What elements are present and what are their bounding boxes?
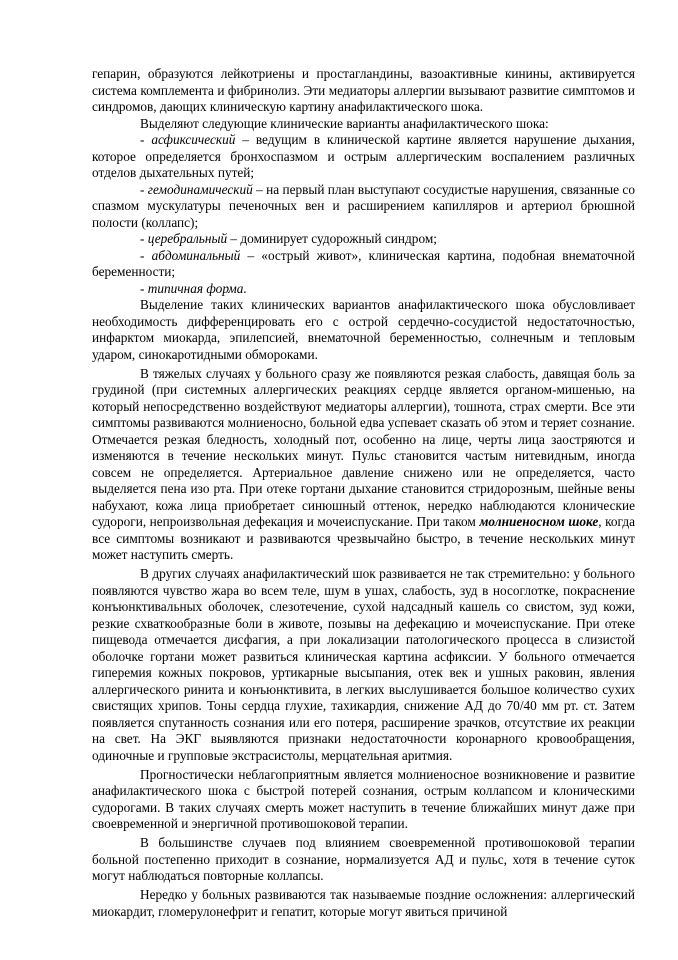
list-dash: - <box>140 231 148 246</box>
paragraph: Выделяют следующие клинические варианты анафилактического шока: <box>140 115 549 131</box>
variant-text: – доминирует судорожный синдром; <box>227 231 437 246</box>
variant-text: – ведущим в клинической картине является нарушение дыхания, которое определяется бронхоспазмом и острым аллергическим воспалением различных отделов дыхательных путей; <box>92 132 635 180</box>
variant-item <box>92 182 635 232</box>
paragraph: В других случаях анафилактический шок развивается не так стремительно: у больного появляются чувство жара во всем теле, шум в ушах, слабость, зуд в носоглотке, покраснение конъюнктивальных оболочек, слезотечение, сухой надсадный кашель со свистом, зуд кожи, резкие схваткообразные боли в животе, позывы на дефекацию и мочеиспускание. При отеке пищевода отмечается дисфагия, а при локализации патологического процесса в слизистой оболочке гортани может развиться клиническая картина асфиксии. У больного отмечается гиперемия кожных покровов, уртикарные высыпания, отек век и ушных раковин, явления аллергического ринита и конъюнктивита, в легких выслушивается большое количество сухих свистящих хрипов. Тоны сердца глухие, тахикардия, снижение АД до 70/40 мм рт. ст. Затем появляется спутанность сознания или его потеря, расширение зрачков, отсутствие их реакции на свет. На ЭКГ выявляются признаки недостаточности коронарного кровообращения, одиночные и групповые экстрасистолы, мерцательная аритмия. <box>92 566 635 763</box>
paragraph: Выделение таких клинических вариантов анафилактического шока обусловливает необходимость дифференцировать его с острой сердечно-сосудистой недостаточностью, инфарктом миокарда, эпилепсией, внематочной беременностью, солнечным и тепловым ударом, синокаротидными обмороками. <box>92 297 635 362</box>
paragraph: Нередко у больных развиваются так называемые поздние осложнения: аллергический миокардит, гломерулонефрит и гепатит, которые могут явиться причиной <box>92 887 635 919</box>
variant-item <box>92 132 635 182</box>
paragraph-text: В тяжелых случаях у больного сразу же появляются резкая слабость, давящая боль за грудиной (при системных аллергических реакциях сердце является органом-мишенью, на который непосредственно воздействуют медиаторы аллергии), тошнота, страх смерти. Все эти симптомы развиваются молниеносно, больной едва успевает сказать об этом и теряет сознание. Отмечается резкая бледность, холодный пот, особенно на лице, черты лица заостряются и изменяются в течение нескольких минут. Пульс становится частым нитевидным, иногда совсем не определяется. Артериальное давление снижено или не определяется, часто выделяется пена изо рта. При отеке гортани дыхание становится стридорозным, шейные вены набухают, кожа лица приобретает синюшный оттенок, нередко наблюдаются клонические судороги, непроизвольная дефекация и мочеиспускание. При таком <box>92 365 635 529</box>
emphasis-term: молниеносном шоке <box>479 514 599 529</box>
list-dash: - <box>140 181 148 197</box>
paragraph <box>92 366 635 564</box>
list-dash: - <box>140 280 148 296</box>
variant-term: абдоминальный <box>151 247 241 263</box>
list-dash: - <box>140 132 152 147</box>
list-dash: - <box>140 247 152 263</box>
paragraph: Прогностически неблагоприятным является молниеносное возникновение и развитие анафилактического шока с быстрой потерей сознания, острым коллапсом и клоническими судорогами. В таких случаях смерть может наступить в течение ближайших минут даже при своевременной и энергичной противошоковой терапии. <box>92 766 635 831</box>
document-page <box>92 66 635 920</box>
paragraph: В большинстве случаев под влиянием своевременной противошоковой терапии больной постепенно приходит в сознание, нормализуется АД и пульс, хотя в течение суток могут наблюдаться повторные коллапсы. <box>92 835 635 883</box>
variant-text: – «острый живот», клиническая картина, подобная внематочной беременности; <box>92 247 635 279</box>
variant-term: типичная форма. <box>147 280 247 296</box>
variant-text: – на первый план выступают сосудистые нарушения, связанные со спазмом мускулатуры печеночных вен и расширением капилляров и артериол брюшной полости (коллапс); <box>92 181 635 230</box>
paragraph: гепарин, образуются лейкотриены и простагландины, вазоактивные кинины, активируется система комплемента и фибринолиз. Эти медиаторы аллергии вызывают развитие симптомов и синдромов, дающих клиническую картину анафилактического шока. <box>92 66 635 114</box>
variant-term: гемодинамический <box>147 181 253 197</box>
variant-term: асфиксический <box>151 132 236 147</box>
paragraph-text: , когда все симптомы возникают и развиваются чрезвычайно быстро, в течение нескольких минут может наступить смерть. <box>92 514 636 562</box>
variant-term: церебральный <box>147 231 228 246</box>
variant-item <box>92 231 635 248</box>
variant-item <box>92 248 635 281</box>
variant-item <box>92 281 635 298</box>
